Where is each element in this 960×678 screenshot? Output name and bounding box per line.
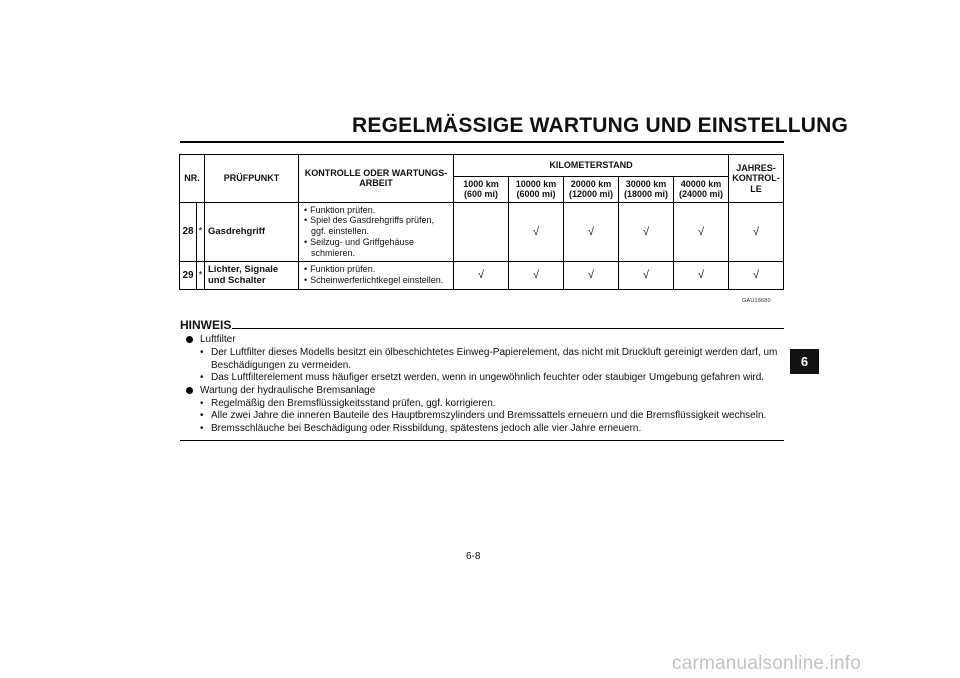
bullet-icon (186, 334, 200, 347)
header-nr: NR. (180, 155, 205, 203)
note-group-title: Luftfilter (200, 334, 236, 345)
check-mark: √ (564, 261, 619, 289)
header-item: PRÜFPUNKT (205, 155, 299, 203)
note-group-title: Wartung der hydraulische Bremsanlage (200, 384, 376, 396)
check-mark: √ (564, 202, 619, 261)
note-item: • Das Luftfilterelement muss häufiger ersetzt werden, wenn in ungewöhnlich feuchter oder staubiger Umgebung gefahren wird. (200, 372, 765, 384)
row-item: Gasdrehgriff (205, 202, 299, 261)
check-mark: √ (674, 261, 729, 289)
header-interval-3: 20000 km (12000 mi) (564, 177, 619, 203)
note-item: • Bremsschläuche bei Beschädigung oder Rissbildung, spätestens jedoch alle vier Jahre erneuern. (200, 422, 642, 434)
header-interval-4: 30000 km (18000 mi) (619, 177, 674, 203)
check-mark: √ (619, 261, 674, 289)
check-mark: √ (729, 202, 784, 261)
check-item: • Funktion prüfen. (302, 205, 450, 216)
check-mark: √ (729, 261, 784, 289)
note-group (186, 385, 782, 398)
check-item: • Scheinwerferlichtkegel einstellen. (302, 275, 450, 286)
row-number: 29 (180, 261, 197, 289)
page-title: REGELMÄSSIGE WARTUNG UND EINSTELLUNG (352, 114, 849, 137)
check-mark: √ (619, 202, 674, 261)
header-interval-2: 10000 km (6000 mi) (509, 177, 564, 203)
check-mark (454, 202, 509, 261)
maintenance-table (179, 154, 784, 290)
watermark: carmanualsonline.info (672, 653, 862, 674)
bullet-icon (186, 385, 200, 398)
note-item: • Alle zwei Jahre die inneren Bauteile des Hauptbremszylinders und Bremssattels erneuern und die Bremsflüssigkeit wechseln. (200, 410, 767, 422)
check-item: • Spiel des Gasdrehgriffs prüfen, ggf. einstellen. (302, 215, 450, 237)
row-item: Lichter, Signale und Schalter (205, 261, 299, 289)
check-mark: √ (674, 202, 729, 261)
check-mark: √ (509, 261, 564, 289)
check-mark: √ (454, 261, 509, 289)
header-interval-1: 1000 km (600 mi) (454, 177, 509, 203)
note-body (186, 334, 782, 435)
row-star: * (197, 261, 205, 289)
check-item: • Seilzug- und Griffgehäuse schmieren. (302, 237, 450, 259)
row-number: 28 (180, 202, 197, 261)
reference-code: GAU18680 (742, 298, 771, 304)
note-end-divider (180, 440, 784, 441)
note-item: • Der Luftfilter dieses Modells besitzt ein ölbeschichtetes Einweg-Papierelement, das nicht mit Druckluft gereinigt werden darf, um Beschädigungen zu vermeiden. (200, 347, 778, 371)
note-item: • Regelmäßig den Bremsflüssigkeitsstand prüfen, ggf. korrigieren. (200, 398, 496, 410)
note-group (186, 334, 782, 347)
row-checks (299, 261, 454, 289)
page-number: 6-8 (466, 551, 481, 562)
table-row (180, 261, 784, 289)
row-checks (299, 202, 454, 261)
check-item: • Funktion prüfen. (302, 264, 450, 275)
header-interval-5: 40000 km (24000 mi) (674, 177, 729, 203)
chapter-tab: 6 (790, 349, 819, 374)
table-row (180, 202, 784, 261)
title-divider (180, 141, 784, 143)
check-mark: √ (509, 202, 564, 261)
note-divider (232, 328, 784, 329)
row-star: * (197, 202, 205, 261)
header-check: KONTROLLE ODER WARTUNGS-ARBEIT (299, 155, 454, 203)
note-heading: HINWEIS (180, 318, 232, 332)
header-kilometerstand: KILOMETERSTAND (454, 155, 729, 177)
header-annual: JAHRES-KONTROL-LE (729, 155, 784, 203)
